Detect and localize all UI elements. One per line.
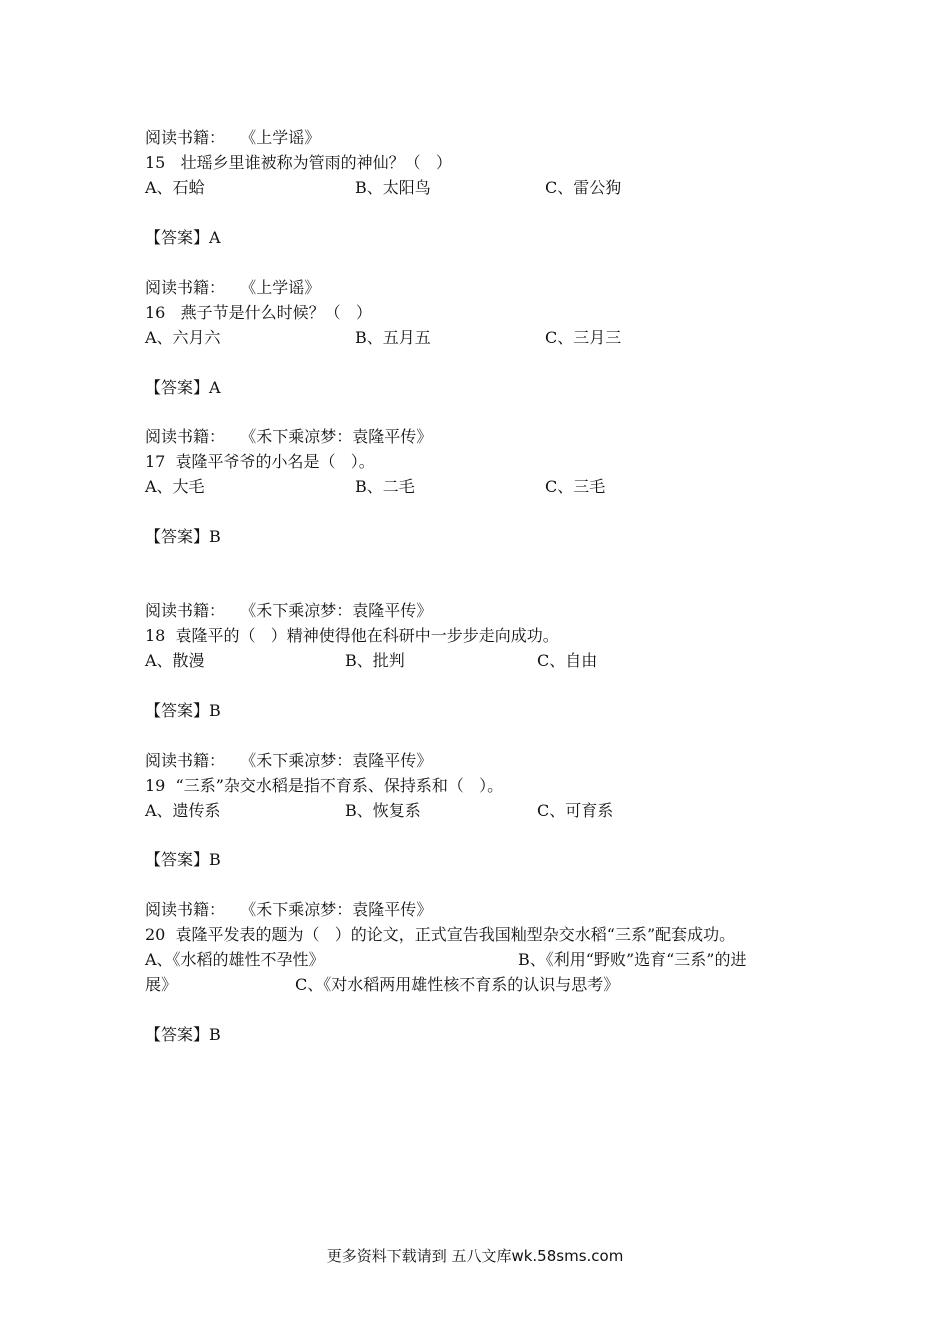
answer: 【答案】A xyxy=(145,228,221,247)
book-title: 阅读书籍： 《禾下乘凉梦：袁隆平传》 xyxy=(145,427,433,446)
option-c: C、自由 xyxy=(537,651,598,670)
option-a: A、《水稻的雄性不孕性》 xyxy=(145,950,325,969)
answer: 【答案】B xyxy=(145,1025,221,1044)
book-title: 阅读书籍： 《禾下乘凉梦：袁隆平传》 xyxy=(145,751,433,770)
question-text: 18 袁隆平的（ ）精神使得他在科研中一步步走向成功。 xyxy=(145,626,559,645)
option-a: A、石蛤 xyxy=(145,178,205,197)
question-text: 15 壮瑶乡里谁被称为管雨的神仙？（ ） xyxy=(145,153,452,172)
option-b: B、二毛 xyxy=(355,477,415,496)
question-text: 17 袁隆平爷爷的小名是（ ）。 xyxy=(145,452,375,471)
book-title: 阅读书籍： 《上学谣》 xyxy=(145,278,321,297)
answer: 【答案】B xyxy=(145,527,221,546)
question-text: 19 “三系”杂交水稻是指不育系、保持系和（ ）。 xyxy=(145,776,504,795)
option-b: B、《利用“野败”选育“三系”的进 xyxy=(518,950,747,969)
book-title: 阅读书籍： 《禾下乘凉梦：袁隆平传》 xyxy=(145,601,433,620)
answer: 【答案】B xyxy=(145,850,221,869)
question-text: 20 袁隆平发表的题为（ ）的论文，正式宣告我国籼型杂交水稻“三系”配套成功。 xyxy=(145,925,736,944)
option-a: A、大毛 xyxy=(145,477,205,496)
option-b: B、太阳鸟 xyxy=(355,178,431,197)
option-b-continued: 展》 xyxy=(145,975,178,994)
option-a: A、遗传系 xyxy=(145,801,221,820)
option-c: C、《对水稻两用雄性核不育系的认识与思考》 xyxy=(295,975,620,994)
book-title: 阅读书籍： 《上学谣》 xyxy=(145,128,321,147)
option-a: A、散漫 xyxy=(145,651,205,670)
footer-text: 更多资料下载请到 五八文库wk.58sms.com xyxy=(326,1247,624,1265)
option-c: C、可育系 xyxy=(537,801,614,820)
option-b: B、批判 xyxy=(345,651,405,670)
option-c: C、三毛 xyxy=(545,477,606,496)
answer: 【答案】B xyxy=(145,701,221,720)
option-b: B、五月五 xyxy=(355,328,431,347)
option-c: C、三月三 xyxy=(545,328,622,347)
answer: 【答案】A xyxy=(145,378,221,397)
option-b: B、恢复系 xyxy=(345,801,421,820)
question-text: 16 燕子节是什么时候？（ ） xyxy=(145,303,372,322)
option-a: A、六月六 xyxy=(145,328,221,347)
option-c: C、雷公狗 xyxy=(545,178,622,197)
book-title: 阅读书籍： 《禾下乘凉梦：袁隆平传》 xyxy=(145,900,433,919)
